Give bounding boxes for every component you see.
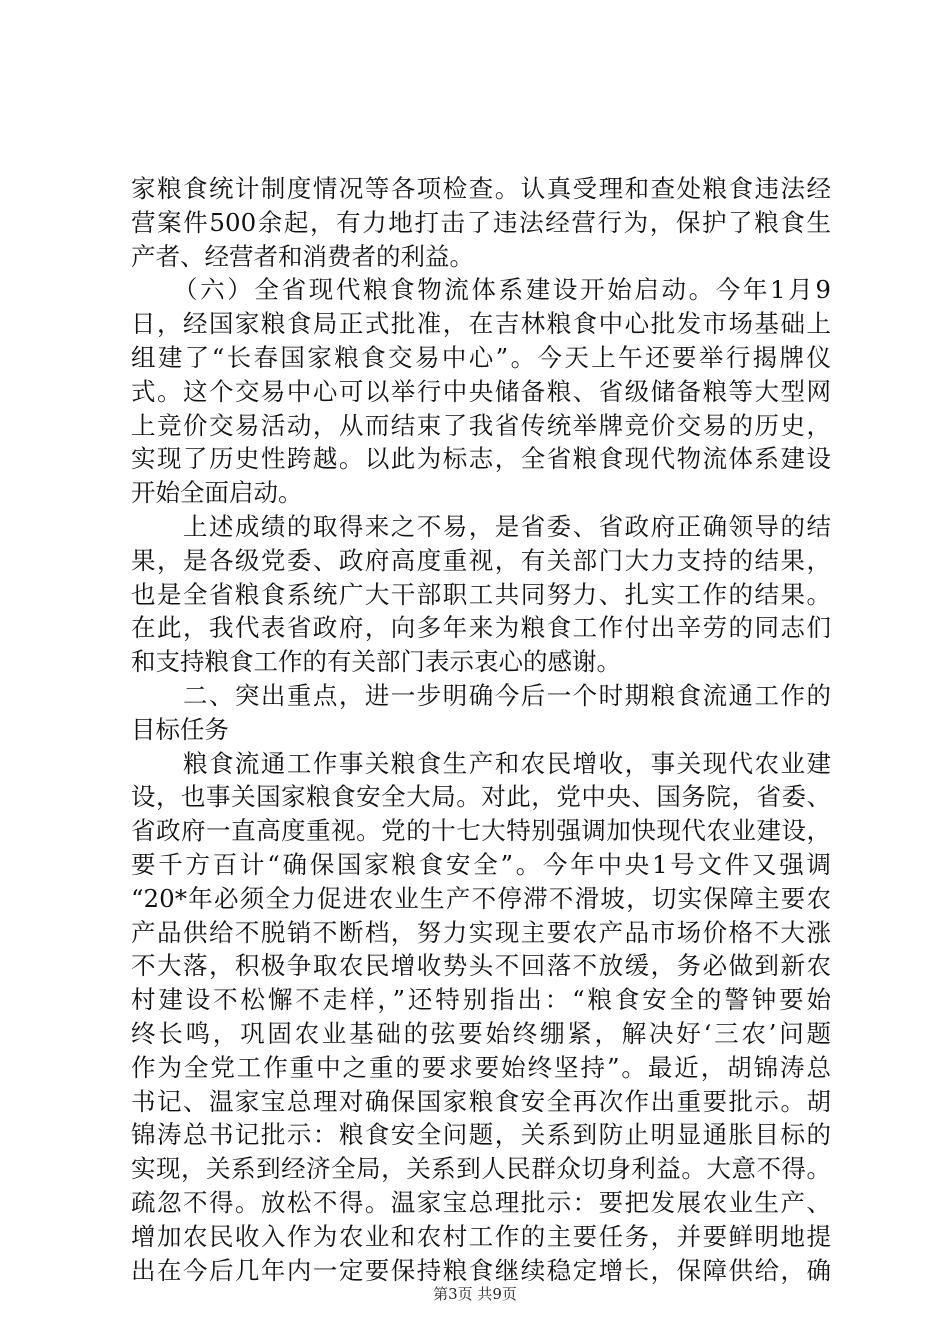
text-line: 上述成绩的取得来之不易，是省委、省政府正确领导的结 <box>131 511 831 541</box>
text-line: 家粮食统计制度情况等各项检查。认真受理和查处粮食违法经 <box>131 174 831 203</box>
text-line: 二、突出重点，进一步明确今后一个时期粮食流通工作的 <box>131 680 831 710</box>
text-line: 书记、温家宝总理对确保国家粮食安全再次作出重要批示。胡 <box>131 1086 831 1116</box>
text-line: 果，是各级党委、政府高度重视，有关部门大力支持的结果， <box>131 545 831 575</box>
text-line: 式。这个交易中心可以举行中央储备粮、省级储备粮等大型网 <box>131 376 831 406</box>
text-line: （六）全省现代粮食物流体系建设开始启动。今年1月9 <box>131 275 831 305</box>
text-line: 在此，我代表省政府，向多年来为粮食工作付出辛劳的同志们 <box>131 613 831 643</box>
text-line: 粮食流通工作事关粮食生产和农民增收，事关现代农业建 <box>131 748 831 778</box>
text-line: 增加农民收入作为农业和农村工作的主要任务，并要鲜明地提 <box>131 1221 831 1251</box>
text-line: 实现了历史性跨越。以此为标志，全省粮食现代物流体系建设 <box>131 444 831 474</box>
text-line: 疏忽不得。放松不得。温家宝总理批示：要把发展农业生产、 <box>131 1187 831 1217</box>
text-line: 产者、经营者和消费者的利益。 <box>131 241 474 271</box>
text-line: 产品供给不脱销不断档，努力实现主要农产品市场价格不大涨 <box>131 917 831 947</box>
document-body <box>131 172 831 1287</box>
text-line: 要千方百计“确保国家粮食安全”。今年中央1号文件又强调 <box>131 849 831 879</box>
text-line: 村建设不松懈不走样，”还特别指出：“粮食安全的警钟要始 <box>131 985 831 1015</box>
text-line: 作为全党工作重中之重的要求要始终坚持”。最近，胡锦涛总 <box>131 1052 831 1082</box>
text-line: 不大落，积极争取农民增收势头不回落不放缓，务必做到新农 <box>131 951 831 981</box>
page-footer <box>0 1283 950 1304</box>
text-line: 出在今后几年内一定要保持粮食继续稳定增长，保障供给，确 <box>131 1255 831 1285</box>
page-indicator: 第3页 共9页 <box>433 1285 517 1303</box>
text-line: 终长鸣，巩固农业基础的弦要始终绷紧，解决好‘三农’问题 <box>131 1018 831 1048</box>
text-line: 锦涛总书记批示：粮食安全问题，关系到防止明显通胀目标的 <box>131 1120 831 1150</box>
text-line: 开始全面启动。 <box>131 478 303 508</box>
text-line: 上竞价交易活动，从而结束了我省传统举牌竞价交易的历史， <box>131 410 831 440</box>
text-line: “20*年必须全力促进农业生产不停滞不滑坡，切实保障主要农 <box>131 883 831 913</box>
text-line: 省政府一直高度重视。党的十七大特别强调加快现代农业建设， <box>131 816 831 846</box>
text-line: 营案件500余起，有力地打击了违法经营行为，保护了粮食生 <box>131 207 831 237</box>
text-line: 组建了“长春国家粮食交易中心”。今天上午还要举行揭牌仪 <box>131 342 831 372</box>
text-line: 设，也事关国家粮食安全大局。对此，党中央、国务院，省委、 <box>131 782 831 812</box>
text-line: 日，经国家粮食局正式批准，在吉林粮食中心批发市场基础上 <box>131 309 831 339</box>
text-line: 也是全省粮食系统广大干部职工共同努力、扎实工作的结果。 <box>131 579 831 609</box>
text-line: 目标任务 <box>131 714 229 744</box>
text-line: 实现，关系到经济全局，关系到人民群众切身利益。大意不得。 <box>131 1154 831 1184</box>
text-line: 和支持粮食工作的有关部门表示衷心的感谢。 <box>131 647 621 677</box>
